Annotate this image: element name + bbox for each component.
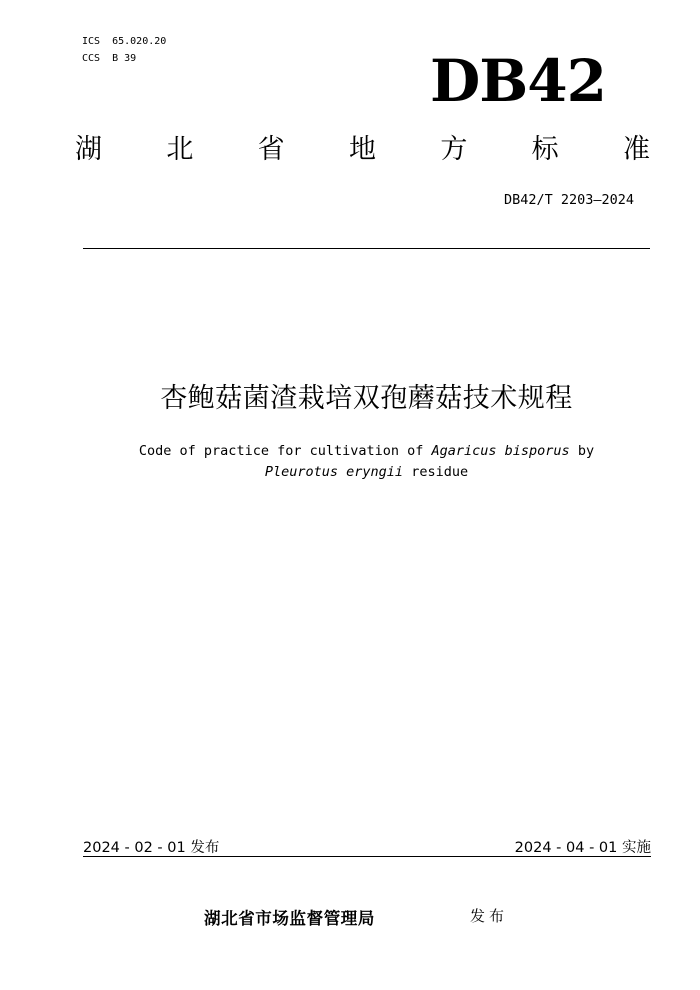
standard-type-char: 方 bbox=[440, 134, 468, 165]
title-chinese: 杏鲍菇菌渣栽培双孢蘑菇技术规程 bbox=[160, 383, 573, 414]
title-english-species: Agaricus bisporus bbox=[431, 443, 570, 459]
title-english-text: by bbox=[569, 443, 595, 459]
standard-type-char: 省 bbox=[257, 134, 285, 165]
header-divider bbox=[83, 248, 650, 249]
standard-type-char: 标 bbox=[531, 134, 559, 165]
title-english-species: Pleurotus eryngii bbox=[264, 464, 404, 480]
standard-type-char: 地 bbox=[348, 134, 376, 165]
title-english-text: residue bbox=[403, 464, 469, 480]
standard-number: DB42/T 2203—2024 bbox=[503, 192, 634, 208]
title-english-line-2 bbox=[0, 464, 700, 480]
standard-type-char: 湖 bbox=[75, 134, 102, 165]
footer-divider bbox=[83, 856, 651, 857]
ccs-code: CCS B 39 bbox=[82, 53, 137, 64]
standard-type-char: 准 bbox=[622, 134, 650, 165]
ics-code: ICS 65.020.20 bbox=[82, 36, 167, 47]
standard-type-heading bbox=[75, 136, 650, 163]
standard-logo: DB42 bbox=[429, 47, 606, 115]
standard-type-char: 北 bbox=[166, 134, 194, 165]
issue-label: 发布 bbox=[470, 907, 509, 925]
title-english-text: Code of practice for cultivation of bbox=[138, 443, 432, 459]
issuing-authority: 湖北省市场监督管理局 bbox=[204, 909, 375, 928]
title-english-line-1 bbox=[0, 443, 700, 459]
implementation-date: 2024 - 04 - 01 实施 bbox=[514, 840, 651, 856]
issue-date: 2024 - 02 - 01 发布 bbox=[83, 840, 220, 856]
